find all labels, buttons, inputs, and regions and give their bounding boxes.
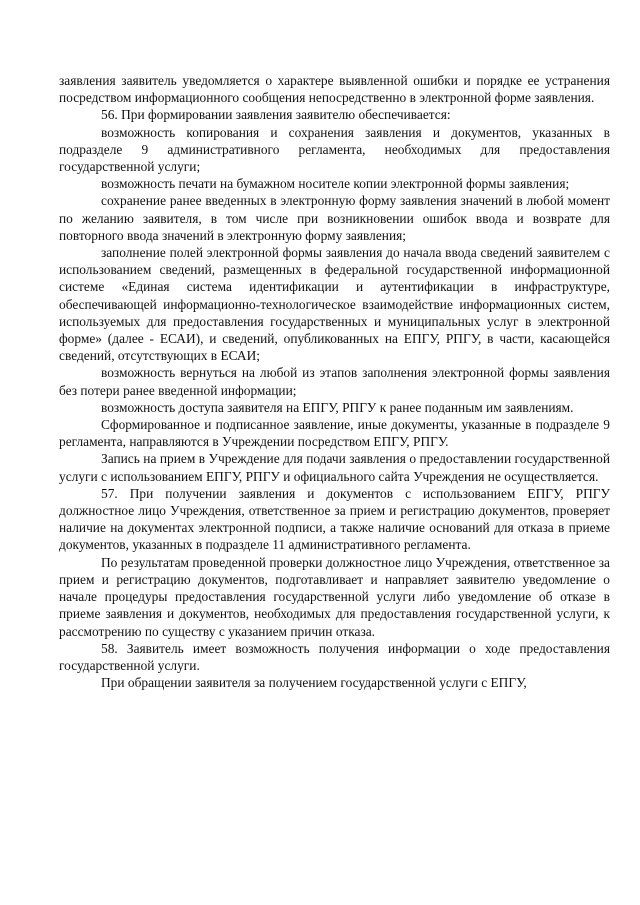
paragraph-57: 57. При получении заявления и документов с использованием ЕПГУ, РПГУ должностное лицо Учреждения, ответственное за прием и регистрацию документов, проверяет наличие на документах электронной подписи, а также наличие оснований для отказа в приеме документов, указанных в подразделе 11 административного регламента. (59, 485, 610, 553)
paragraph-access-previous: возможность доступа заявителя на ЕПГУ, РПГУ к ранее поданным им заявлениям. (101, 399, 574, 415)
paragraph-continuation: заявления заявитель уведомляется о характере выявленной ошибки и порядке ее устранения посредством информационного сообщения непосредственно в электронной форме заявления. (59, 73, 610, 106)
paragraph-58: 58. Заявитель имеет возможность получения информации о ходе предоставления государственной услуги. (59, 640, 610, 673)
paragraph-appointment: Запись на прием в Учреждение для подачи заявления о предоставлении государственной услуги с использованием ЕПГУ, РПГУ и официального сайта Учреждения не осуществляется. (59, 451, 610, 484)
paragraph-check-results: По результатам проведенной проверки должностное лицо Учреждения, ответственное за прием и регистрацию документов, подготавливает и направляет заявителю уведомление о начале процедуры предоставления государственной услуги либо уведомление об отказе в приеме заявления и документов, необходимых для предоставления государственной услуги, к рассмотрению по существу с указанием причин отказа. (59, 554, 610, 639)
paragraph-copy-save: возможность копирования и сохранения заявления и документов, указанных в подразделе 9 административного регламента, необходимых для предоставления государственной услуги; (59, 124, 610, 175)
paragraph-autofill-esia: заполнение полей электронной формы заявления до начала ввода сведений заявителем с использованием сведений, размещенных в федеральной государственной информационной системе «Единая система идентификации и аутентификации в инфраструктуре, обеспечивающей информационно-технологическое взаимодействие информационных систем, используемых для предоставления государственных и муниципальных услуг в электронной форме» (далее - ЕСАИ), и сведений, опубликованных на ЕПГУ, РПГУ, в части, касающейся сведений, отсутствующих в ЕСАИ; (59, 245, 610, 364)
paragraph-epgu-request: При обращении заявителя за получением государственной услуги с ЕПГУ, (101, 675, 527, 691)
paragraph-return-step: возможность вернуться на любой из этапов заполнения электронной формы заявления без потери ранее введенной информации; (59, 365, 610, 398)
paragraph-save-values: сохранение ранее введенных в электронную форму заявления значений в любой момент по желанию заявителя, в том числе при возникновении ошибок ввода и возврате для повторного ввода значений в электронную форму заявления; (59, 193, 610, 243)
paragraph-56-heading: 56. При формировании заявления заявителю обеспечивается: (101, 107, 451, 123)
document-page (59, 72, 610, 691)
paragraph-signed-application: Сформированное и подписанное заявление, иные документы, указанные в подразделе 9 регламента, направляются в Учреждении посредством ЕПГУ, РПГУ. (59, 417, 610, 450)
paragraph-print: возможность печати на бумажном носителе копии электронной формы заявления; (101, 176, 570, 192)
